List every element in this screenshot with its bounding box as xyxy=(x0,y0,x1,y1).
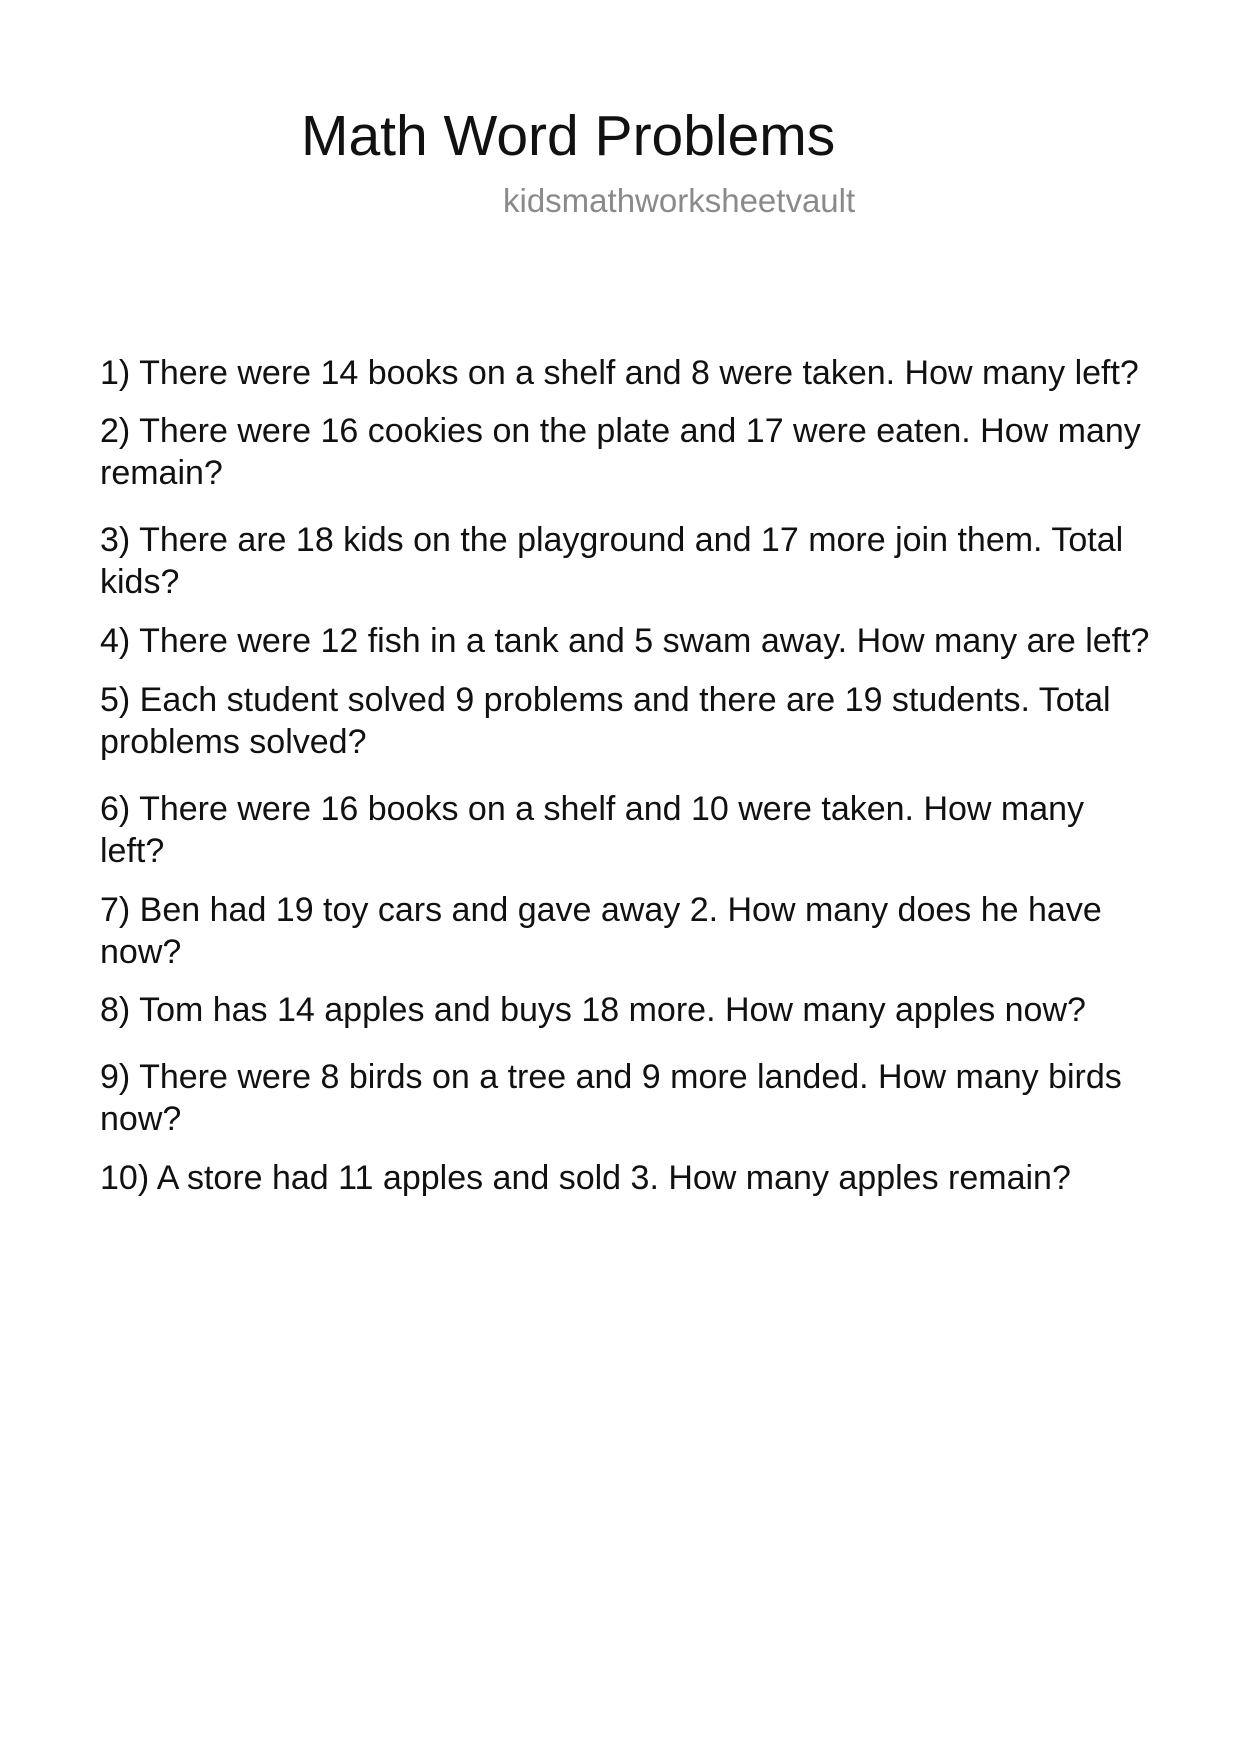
problem-item: 1) There were 14 books on a shelf and 8 were taken. How many left? xyxy=(100,354,1139,392)
problem-item: 7) Ben had 19 toy cars and gave away 2. How many does he have now? xyxy=(100,891,1102,971)
problem-item: 2) There were 16 cookies on the plate and 17 were eaten. How many remain? xyxy=(100,412,1141,492)
problem-item: 3) There are 18 kids on the playground and 17 more join them. Total kids? xyxy=(100,521,1124,601)
problem-item: 9) There were 8 birds on a tree and 9 more landed. How many birds now? xyxy=(100,1058,1122,1138)
problem-item: 10) A store had 11 apples and sold 3. How many apples remain? xyxy=(100,1159,1071,1197)
problem-item: 5) Each student solved 9 problems and there are 19 students. Total problems solved? xyxy=(100,681,1111,761)
worksheet-title: Math Word Problems xyxy=(301,104,836,168)
problem-list xyxy=(100,352,1150,1199)
problem-item: 4) There were 12 fish in a tank and 5 swam away. How many are left? xyxy=(100,622,1150,660)
problem-item: 8) Tom has 14 apples and buys 18 more. How many apples now? xyxy=(100,991,1086,1029)
problem-item: 6) There were 16 books on a shelf and 10 were taken. How many left? xyxy=(100,790,1085,870)
worksheet-source: kidsmathworksheetvault xyxy=(503,182,856,219)
